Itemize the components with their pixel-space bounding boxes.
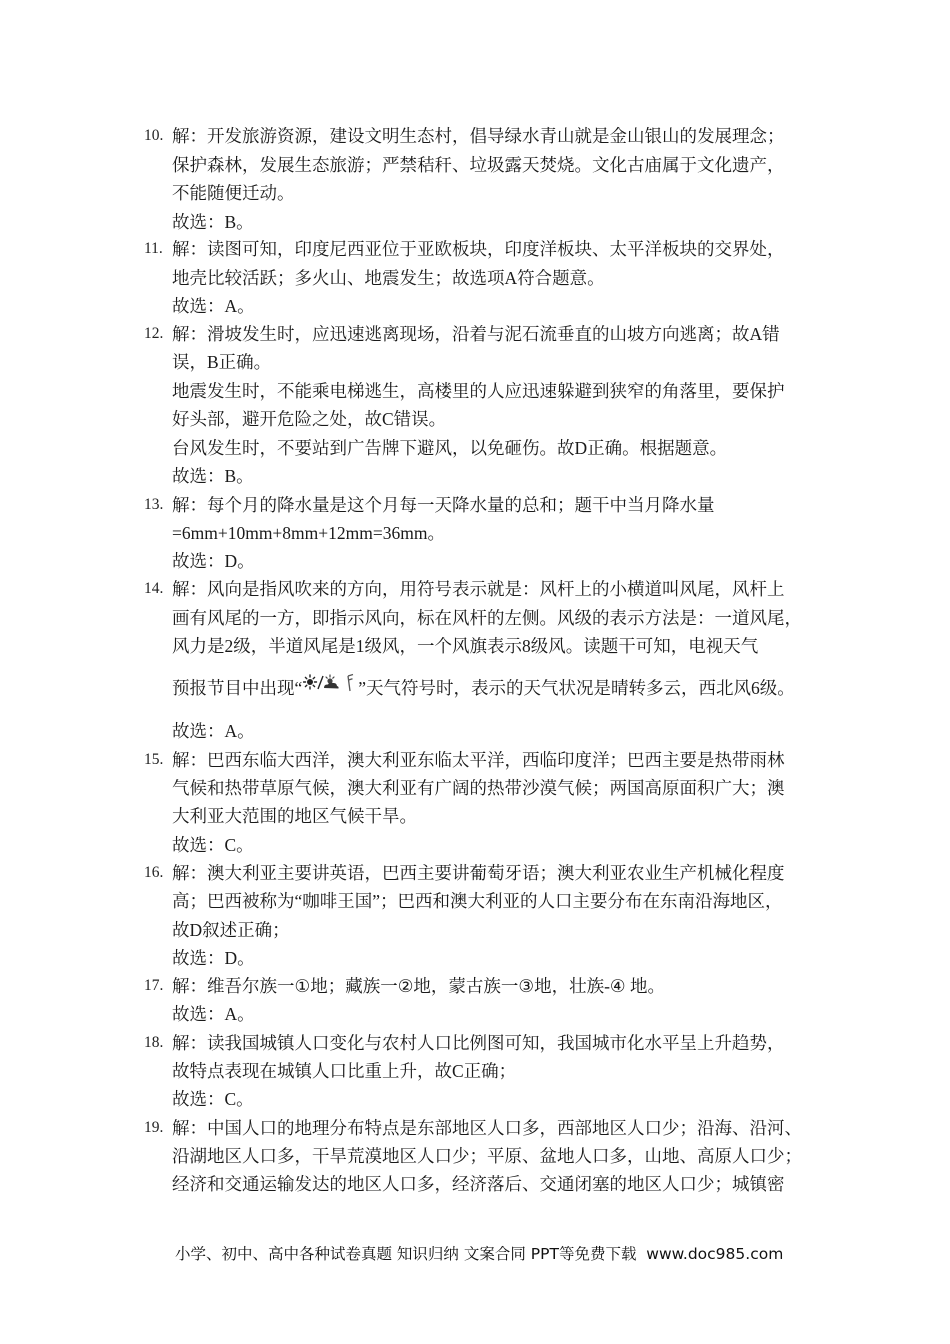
weather-symbol-icon — [303, 672, 357, 696]
answer-line: 解：风向是指风吹来的方向，用符号表示就是：风杆上的小横道叫风尾，风杆上 — [172, 579, 785, 599]
answer-line: 大利亚大范围的地区气候干旱。 — [172, 806, 417, 826]
answer-line: 解：每个月的降水量是这个月每一天降水量的总和；题干中当月降水量 — [172, 495, 715, 515]
answer-line: =6mm+10mm+8mm+12mm=36mm。 — [172, 523, 445, 543]
answer-line: 风力是2级，半道风尾是1级风，一个风旗表示8级风。读题干可知，电视天气 — [172, 636, 759, 656]
question-number: 16. — [144, 864, 164, 881]
answer-choice: 故选：B。 — [172, 466, 254, 486]
answer-choice: 故选：A。 — [172, 1004, 255, 1024]
question-number: 17. — [144, 977, 164, 994]
answer-line: 故特点表现在城镇人口比重上升，故C正确； — [172, 1061, 517, 1081]
question-number: 19. — [144, 1119, 164, 1136]
answer-line: 解：巴西东临大西洋，澳大利亚东临太平洋，西临印度洋；巴西主要是热带雨林 — [172, 750, 785, 770]
answer-line: 沿湖地区人口多，干旱荒漠地区人口少；平原、盆地人口多，山地、高原人口少； — [172, 1146, 802, 1166]
question-number: 11. — [144, 240, 163, 257]
answer-line: 解：开发旅游资源，建设文明生态村，倡导绿水青山就是金山银山的发展理念； — [172, 126, 785, 146]
question-number: 10. — [144, 127, 164, 144]
answer-line-with-symbol — [172, 672, 795, 703]
answer-line: 画有风尾的一方，即指示风向，标在风杆的左侧。风级的表示方法是：一道风尾， — [172, 608, 802, 628]
answer-line: 解：滑坡发生时，应迅速逃离现场，沿着与泥石流垂直的山坡方向逃离；故A错 — [172, 324, 780, 344]
question-number: 12. — [144, 325, 164, 342]
answer-choice: 故选：D。 — [172, 948, 255, 968]
answer-line: 故D叙述正确； — [172, 920, 290, 940]
symbol-line-before: 预报节目中出现“ — [172, 678, 303, 698]
answer-line: 解：中国人口的地理分布特点是东部地区人口多，西部地区人口少；沿海、沿河、 — [172, 1118, 802, 1138]
answer-line: 解：维吾尔族一①地；藏族一②地，蒙古族一③地，壮族-④ 地。 — [172, 976, 665, 996]
question-number: 18. — [144, 1034, 164, 1051]
question-number: 14. — [144, 580, 164, 597]
answer-choice: 故选：A。 — [172, 296, 255, 316]
answer-line: 气候和热带草原气候，澳大利亚有广阔的热带沙漠气候；两国高原面积广大；澳 — [172, 778, 785, 798]
answer-line: 好头部，避开危险之处，故C错误。 — [172, 409, 447, 429]
symbol-line-after: ”天气符号时，表示的天气状况是晴转多云，西北风6级。 — [358, 678, 795, 698]
answer-line: 解：澳大利亚主要讲英语，巴西主要讲葡萄牙语；澳大利亚农业生产机械化程度 — [172, 863, 785, 883]
answer-line: 地震发生时，不能乘电梯逃生，高楼里的人应迅速躲避到狭窄的角落里，要保护 — [172, 381, 785, 401]
answer-line: 不能随便迁动。 — [172, 183, 295, 203]
question-number: 13. — [144, 496, 164, 513]
answer-line: 地壳比较活跃；多火山、地震发生；故选项A符合题意。 — [172, 268, 605, 288]
page-footer: 小学、初中、高中各种试卷真题 知识归纳 文案合同 PPT等免费下载 www.doc985.com — [175, 1245, 784, 1263]
answer-choice: 故选：D。 — [172, 551, 255, 571]
answer-line: 解：读图可知，印度尼西亚位于亚欧板块，印度洋板块、太平洋板块的交界处， — [172, 239, 785, 259]
answer-line: 解：读我国城镇人口变化与农村人口比例图可知，我国城市化水平呈上升趋势， — [172, 1033, 785, 1053]
answer-choice: 故选：A。 — [172, 721, 255, 741]
answer-choice: 故选：C。 — [172, 835, 254, 855]
answer-line: 台风发生时，不要站到广告牌下避风，以免砸伤。故D正确。根据题意。 — [172, 438, 728, 458]
answer-line: 误，B正确。 — [172, 352, 272, 372]
answer-line: 保护森林，发展生态旅游；严禁秸秆、垃圾露天焚烧。文化古庙属于文化遗产， — [172, 155, 785, 175]
answer-line: 高；巴西被称为“咖啡王国”；巴西和澳大利亚的人口主要分布在东南沿海地区， — [172, 891, 783, 911]
question-number: 15. — [144, 751, 164, 768]
answer-choice: 故选：B。 — [172, 212, 254, 232]
answer-line: 经济和交通运输发达的地区人口多，经济落后、交通闭塞的地区人口少；城镇密 — [172, 1174, 785, 1194]
answer-choice: 故选：C。 — [172, 1089, 254, 1109]
